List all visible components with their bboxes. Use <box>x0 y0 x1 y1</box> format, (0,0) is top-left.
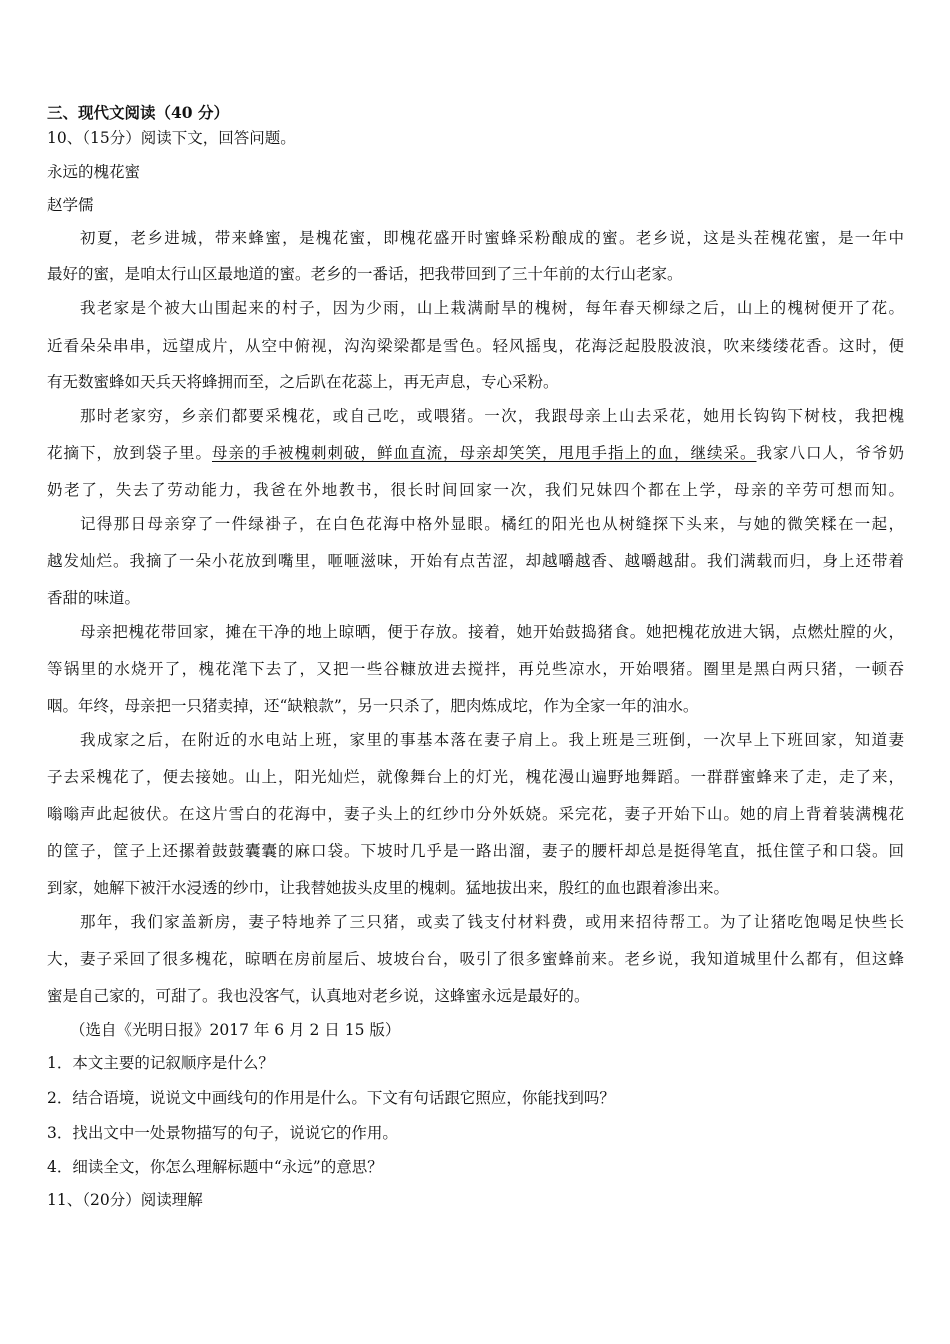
section-title: 三、现代文阅读（40 分） <box>47 103 229 122</box>
q10-header: 10、（15分）阅读下文，回答问题。 <box>47 129 296 147</box>
article-title: 永远的槐花蜜 <box>47 163 141 181</box>
p6-line-3: 嗡嗡声此起彼伏。在这片雪白的花海中，妻子头上的红纱巾分外妖娆。采完花，妻子开始下山。她的肩上背着装满槐花 <box>47 805 904 823</box>
p6-line-4: 的筐子，筐子上还摞着鼓鼓囊囊的麻口袋。下坡时几乎是一路出溜，妻子的腰杆却总是挺得笔直，抵住筐子和口袋。回 <box>47 842 904 860</box>
question-4: 4．细读全文，你怎么理解标题中“永远”的意思？ <box>47 1158 383 1176</box>
article-author: 赵学儒 <box>47 196 94 214</box>
p3-line-2-after: 我家八口人，爷爷奶 <box>756 444 904 462</box>
q11-header: 11、（20分）阅读理解 <box>47 1191 203 1209</box>
p7-line-2: 大，妻子采回了很多槐花，晾晒在房前屋后、坡坡台台，吸引了很多蜜蜂前来。老乡说，我知道城里什么都有，但这蜂 <box>47 950 904 968</box>
p3-line-3: 奶老了，失去了劳动能力，我爸在外地教书，很长时间回家一次，我们兄妹四个都在上学，母亲的辛劳可想而知。 <box>47 481 904 499</box>
p1-line-1: 初夏，老乡进城，带来蜂蜜，是槐花蜜，即槐花盛开时蜜蜂采粉酿成的蜜。老乡说，这是头茬槐花蜜，是一年中 <box>80 229 904 247</box>
question-3: 3．找出文中一处景物描写的句子，说说它的作用。 <box>47 1124 398 1142</box>
p6-line-5: 到家，她解下被汗水浸透的纱巾，让我替她拔头皮里的槐刺。猛地拔出来，殷红的血也跟着渗出来。 <box>47 879 730 897</box>
p5-line-2: 等锅里的水烧开了，槐花滗下去了，又把一些谷糠放进去搅拌，再兑些凉水，开始喂猪。圈里是黑白两只猪，一顿吞 <box>47 660 904 678</box>
article-source: （选自《光明日报》2017 年 6 月 2 日 15 版） <box>70 1021 401 1039</box>
p3-line-2-before: 花摘下，放到袋子里。 <box>47 444 212 462</box>
p6-line-1: 我成家之后，在附近的水电站上班，家里的事基本落在妻子肩上。我上班是三班倒，一次早上下班回家，知道妻 <box>80 731 904 749</box>
p1-line-2: 最好的蜜，是咱太行山区最地道的蜜。老乡的一番话，把我带回到了三十年前的太行山老家。 <box>47 265 683 283</box>
p3-line-2 <box>47 443 904 463</box>
p4-line-3: 香甜的味道。 <box>47 589 141 607</box>
p2-line-3: 有无数蜜蜂如天兵天将蜂拥而至，之后趴在花蕊上，再无声息，专心采粉。 <box>47 373 559 391</box>
p7-line-3: 蜜是自己家的，可甜了。我也没客气，认真地对老乡说，这蜂蜜永远是最好的。 <box>47 987 590 1005</box>
p5-line-1: 母亲把槐花带回家，摊在干净的地上晾晒，便于存放。接着，她开始鼓捣猪食。她把槐花放进大锅，点燃灶膛的火， <box>80 623 904 641</box>
p4-line-2: 越发灿烂。我摘了一朵小花放到嘴里，咂咂滋味，开始有点苦涩，却越嚼越香、越嚼越甜。我们满载而归，身上还带着 <box>47 552 904 570</box>
p4-line-1: 记得那日母亲穿了一件绿褂子，在白色花海中格外显眼。橘红的阳光也从树缝探下头来，与她的微笑糅在一起， <box>80 515 904 533</box>
p2-line-2: 近看朵朵串串，远望成片，从空中俯视，沟沟梁梁都是雪色。轻风摇曳，花海泛起股股波浪，吹来缕缕花香。这时，便 <box>47 337 904 355</box>
p6-line-2: 子去采槐花了，便去接她。山上，阳光灿烂，就像舞台上的灯光，槐花漫山遍野地舞蹈。一群群蜜蜂来了走，走了来， <box>47 768 904 786</box>
question-2: 2．结合语境，说说文中画线句的作用是什么。下文有句话跟它照应，你能找到吗？ <box>47 1089 615 1107</box>
p5-line-3: 咽。年终，母亲把一只猪卖掉，还“缺粮款”，另一只杀了，肥肉炼成坨，作为全家一年的油水。 <box>47 697 699 715</box>
question-1: 1．本文主要的记叙顺序是什么？ <box>47 1054 274 1072</box>
underlined-sentence: 母亲的手被槐刺刺破，鲜血直流，母亲却笑笑，甩甩手指上的血，继续采。 <box>212 444 757 462</box>
p3-line-1: 那时老家穷，乡亲们都要采槐花，或自己吃，或喂猪。一次，我跟母亲上山去采花，她用长钩钩下树枝，我把槐 <box>80 407 904 425</box>
p2-line-1: 我老家是个被大山围起来的村子，因为少雨，山上栽满耐旱的槐树，每年春天柳绿之后，山上的槐树便开了花。 <box>80 299 904 317</box>
p7-line-1: 那年，我们家盖新房，妻子特地养了三只猪，或卖了钱支付材料费，或用来招待帮工。为了让猪吃饱喝足快些长 <box>80 913 904 931</box>
